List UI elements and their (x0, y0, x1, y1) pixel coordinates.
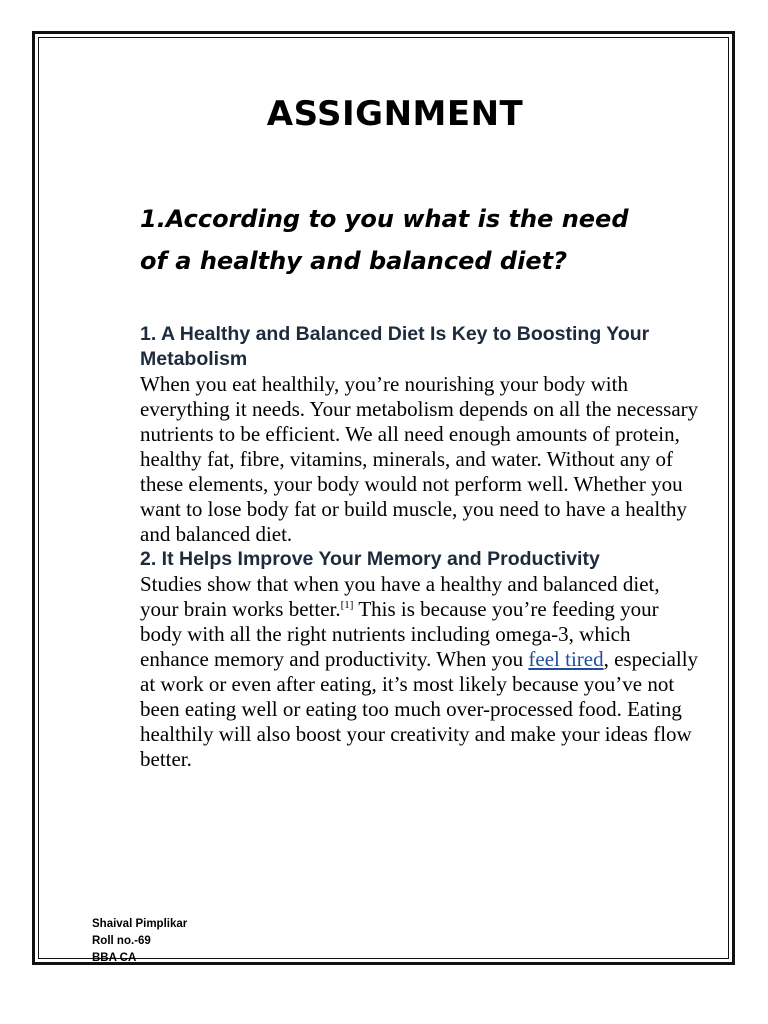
course-name: BBA CA (92, 952, 137, 964)
section-2-heading: 2. It Helps Improve Your Memory and Productivity (140, 548, 600, 570)
section-2-body-part-1: Studies show that when you have a healthy and balanced diet, your brain works better. (140, 572, 660, 621)
feel-tired-link[interactable]: feel tired (528, 647, 604, 671)
answer-content (140, 322, 700, 772)
section-2-body (140, 572, 700, 772)
author-name: Shaival Pimplikar (92, 918, 188, 930)
roll-number: Roll no.-69 (92, 935, 151, 947)
question-line-2: of a healthy and balanced diet? (140, 247, 567, 275)
section-2-body-part-2: This is because you’re feeding your body with all the right nutrients including omega-3, which enhance memory and productivity. When you (140, 597, 659, 671)
author-footer (92, 916, 187, 967)
question-heading (140, 198, 700, 282)
section-1-heading: 1. A Healthy and Balanced Diet Is Key to Boosting Your Metabolism (140, 323, 650, 370)
section-2-body-part-3: , especially at work or even after eating, it’s most likely because you’ve not been eating well or eating too much over-processed food. Eating healthily will also boost your creativity and make your ideas flow better. (140, 647, 699, 771)
question-line-1: 1.According to you what is the need (140, 205, 629, 233)
citation-marker: [1] (340, 599, 354, 611)
section-1-body: When you eat healthily, you’re nourishing your body with everything it needs. Your metabolism depends on all the necessary nutrients to be efficient. We all need enough amounts of protein, healthy fat, fibre, vitamins, minerals, and water. Without any of these elements, your body would not perform well. Whether you want to lose body fat or build muscle, you need to have a healthy and balanced diet. (140, 372, 699, 546)
document-title: ASSIGNMENT (266, 94, 524, 134)
